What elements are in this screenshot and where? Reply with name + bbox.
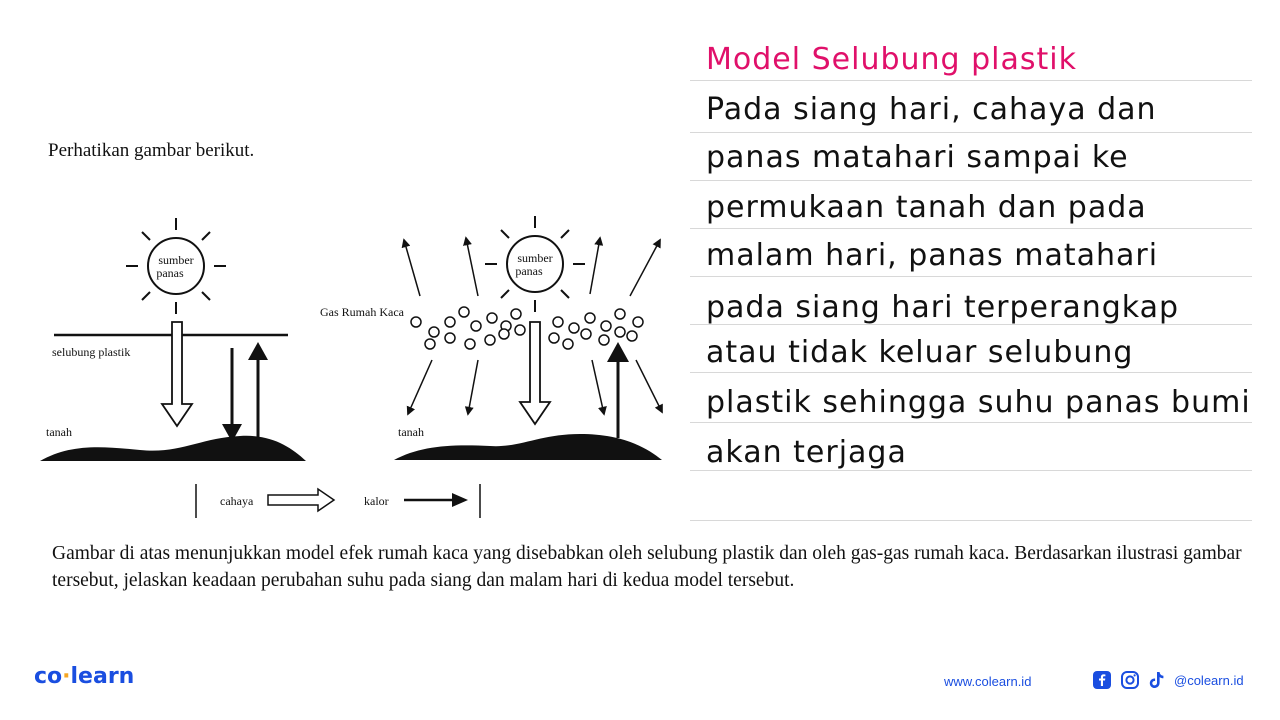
colearn-logo[interactable] (34, 664, 134, 689)
left-light-arrow (162, 322, 192, 426)
question-intro: Perhatikan gambar berikut. (48, 140, 255, 161)
left-sun-label-1: sumber (158, 253, 194, 267)
question-description: Gambar di atas menunjukkan model efek rumah kaca yang disebabkan oleh selubung plastik dan oleh gas-gas rumah kaca. Berdasarkan ilustrasi gambar tersebut, jelaskan keadaan perubahan suhu pada siang dan malam hari di kedua model tersebut. (52, 543, 1242, 591)
right-model (320, 216, 662, 460)
left-ground-label: tanah (46, 425, 72, 439)
notes-line-4: malam hari, panas matahari (706, 238, 1159, 273)
legend-heat-arrowhead (452, 493, 468, 507)
left-model (40, 218, 306, 461)
right-ground-label: tanah (398, 425, 424, 439)
notes-line-8: akan terjaga (706, 435, 907, 470)
logo-right: learn (70, 664, 135, 689)
social-handle[interactable]: @colearn.id (1174, 672, 1244, 688)
notes-line-3: permukaan tanah dan pada (706, 190, 1147, 225)
left-layer-label: selubung plastik (52, 345, 131, 359)
facebook-icon[interactable] (1092, 670, 1112, 690)
gas-molecules (411, 307, 643, 349)
instagram-icon[interactable] (1120, 670, 1140, 690)
right-ground-shape (394, 434, 662, 460)
right-sun-label-1: sumber (517, 251, 553, 265)
right-light-arrow (520, 322, 550, 424)
logo-left: co (34, 664, 63, 689)
notes-line-1: Pada siang hari, cahaya dan (706, 92, 1157, 127)
right-layer-label: Gas Rumah Kaca (320, 305, 404, 319)
notes-line-5: pada siang hari terperangkap (706, 290, 1180, 325)
left-ground-shape (40, 436, 306, 461)
notes-title: Model Selubung plastik (706, 42, 1077, 77)
legend-light-arrow (268, 489, 334, 511)
legend-heat-label: kalor (364, 494, 389, 508)
notes-line-7: plastik sehingga suhu panas bumi (706, 385, 1251, 420)
logo-dot: · (62, 664, 71, 689)
right-sun-label-2: panas (515, 264, 543, 278)
right-heat-arrowhead-up (607, 342, 629, 362)
website-link[interactable]: www.colearn.id (944, 674, 1032, 689)
tiktok-icon[interactable] (1148, 670, 1166, 690)
greenhouse-diagram (0, 0, 680, 530)
notes-line-6: atau tidak keluar selubung (706, 335, 1134, 370)
legend-light-label: cahaya (220, 494, 254, 508)
left-sun-label-2: panas (156, 266, 184, 280)
left-heat-arrowhead-up (248, 342, 268, 360)
notes-line-2: panas matahari sampai ke (706, 140, 1129, 175)
legend (196, 484, 480, 518)
social-links (1092, 670, 1244, 690)
